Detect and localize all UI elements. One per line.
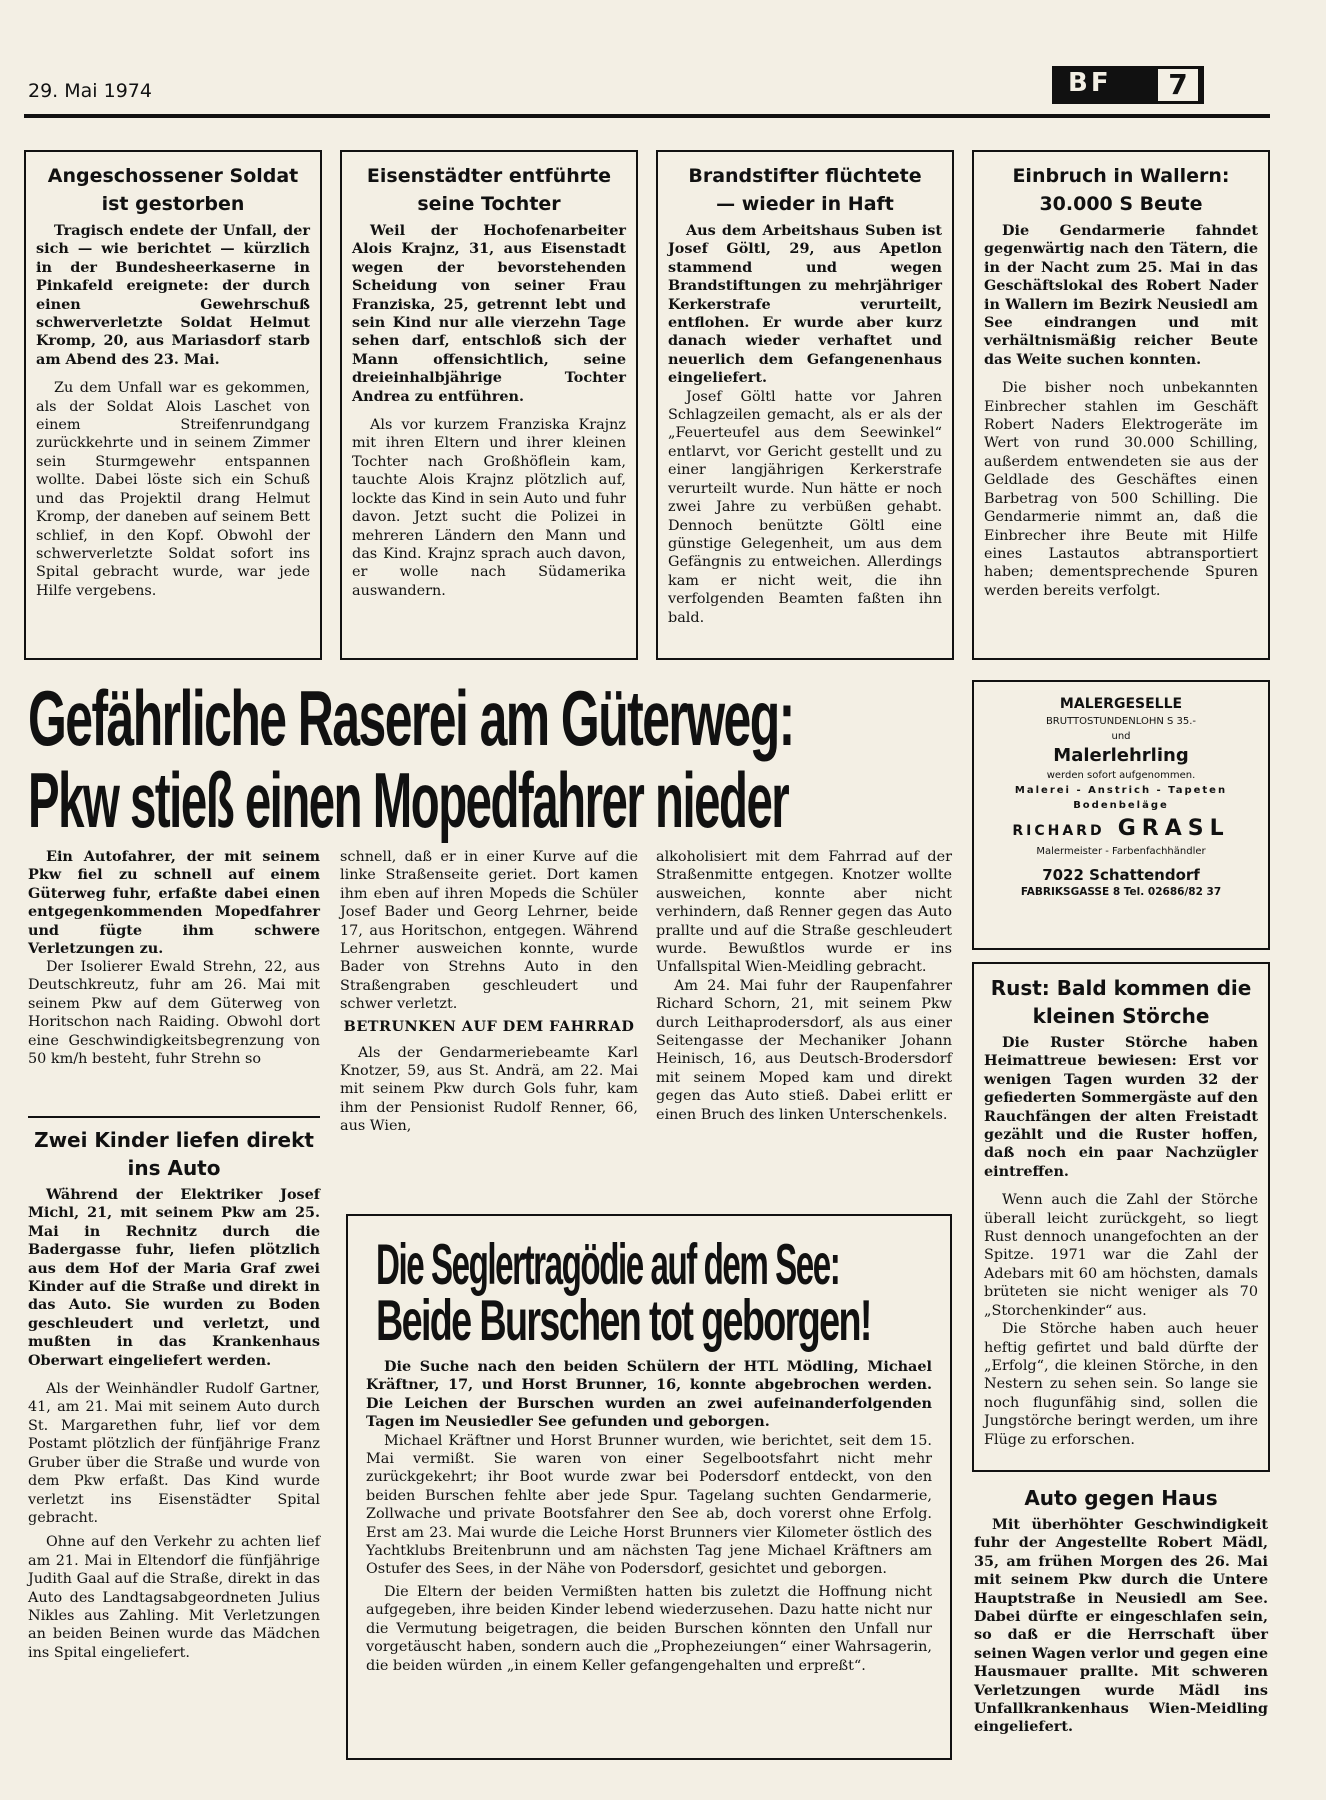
job-advertisement: MALERGESELLE BRUTTOSTUNDENLOHN S 35.- und Malerlehrling werden sofort aufgenommen. Malerei - Anstrich - Tapeten Bodenbeläge RICHARD GRASL Malermeister - Farbenfachhändler 7022 Schattendorf FABRIKSGASSE 8 Tel. 02686/82 37 (972, 680, 1270, 950)
article-tochter-title: Eisenstädter entführte seine Tochter (366, 165, 612, 215)
article-rust-title: Rust: Bald kommen die kleinen Störche (990, 976, 1252, 1028)
article-einbruch-lead: Die Gendarmerie fahndet gegenwärtig nach den Tätern, die in der Nacht zum 25. Mai in das Geschäftslokal des Robert Nader in Wallern im Bezirk Neusiedl am See eindrangen und mit verhältnismäßig reicher Beute das Weite suchen konnten. (984, 222, 1258, 368)
article-brandstifter-lead: Aus dem Arbeitshaus Suben ist Josef Göltl, 29, aus Apetlon stammend und wegen Brandstiftungen zu mehrjähriger Kerkerstrafe verurteilt, entflohen. Er wurde aber kurz danach wieder verhaftet und neuerlich dem Gefangenenhaus eingeliefert. (668, 222, 942, 387)
section-badge-label: BF (1068, 68, 1112, 98)
article-tochter (340, 150, 638, 660)
article-einbruch (972, 150, 1270, 660)
article-soldat-lead: Tragisch endete der Unfall, der sich — wie berichtet — kürzlich in der Bundesheerkaserne in Pinkafeld ereignete: der durch einen Gewehrschuß schwerverletzte Soldat Helmut Kromp, 20, aus Mariasdorf starb am Abend des 23. Mai. (36, 222, 310, 368)
segler-lead: Die Suche nach den beiden Schülern der HTL Mödling, Michael Kräftner, 17, und Horst Brunner, 16, konnte abgebrochen werden. Die Leichen der Burschen wurden an zwei aufeinanderfolgenden Tagen im Neusiedler See gefunden und geborgen. (366, 1358, 932, 1431)
article-einbruch-title: Einbruch in Wallern: 30.000 S Beute (1012, 165, 1230, 215)
article-rust-lead: Die Ruster Störche haben Heimattreue bewiesen: Erst vor wenigen Tagen wurden 32 der gefiederten Sommergäste auf den Rauchfängen der alten Freistadt gezählt und die Ruster hoffen, daß noch ein paar Nachzügler eintreffen. (984, 1034, 1258, 1180)
ad-firm-first: RICHARD (1012, 823, 1105, 839)
article-tochter-lead: Weil der Hochofenarbeiter Alois Krajnz, 31, aus Eisenstadt wegen der bevorstehenden Scheidung von seiner Frau Franziska, 25, getrennt lebt und sein Kind nur alle vierzehn Tage sehen darf, entschloß sich der Mann offensichtlich, seine dreieinhalbjährige Tochter Andrea zu entführen. (352, 222, 626, 405)
header-rule (24, 114, 1270, 118)
article-soldat (24, 150, 322, 660)
section-badge (1052, 66, 1204, 104)
article-einbruch-body: Die bisher noch unbekannten Einbrecher stahlen im Geschäft Robert Naders Elektrogeräte im Wert von rund 30.000 Schilling, außerdem entwendeten sie aus der Geldlade des Geschäftes einen Barbetrag von 500 Schilling. Die Gendarmerie nimmt an, daß die Einbrecher ihre Beute mit Hilfe eines Lastautos abtransportiert haben; dementsprechende Spuren werden bereits verfolgt. (984, 380, 1258, 599)
page-number: 7 (1158, 69, 1198, 101)
article-brandstifter-body: Josef Göltl hatte vor Jahren Schlagzeilen gemacht, als er als der „Feuerteufel aus dem Seewinkel“ entlarvt, vor Gericht gestellt und zu einer langjährigen Kerkerstrafe verurteilt wurde. Nun hätte er noch zwei Jahre zu verbüßen gehabt. Dennoch benützte Göltl eine günstige Gelegenheit, um aus dem Gefängnis zu entweichen. Allerdings kam er nicht weit, die ihn verfolgenden Beamten faßten ihn bald. (668, 388, 942, 626)
page-header (0, 0, 1326, 120)
article-brandstifter-title: Brandstifter flüchtete — wieder in Haft (688, 165, 922, 215)
article-kinder (28, 1126, 320, 1662)
article-tochter-body: Als vor kurzem Franziska Krajnz mit ihren Eltern und ihrer kleinen Tochter nach Großhöflein kam, tauchte Alois Krajnz plötzlich auf, lockte das Kind in sein Auto und fuhr davon. Jetzt sucht die Polizei in mehreren Ländern den Mann und das Kind. Krajnz sprach auch davon, er wolle nach Südamerika auswandern. (352, 417, 626, 599)
article-kinder-lead: Während der Elektriker Josef Michl, 21, mit seinem Pkw am 25. Mai in Rechnitz durch die Badergasse fuhr, liefen plötzlich aus dem Hof der Maria Graf zwei Kinder auf die Straße und direkt in das Auto. Sie wurden zu Boden geschleudert und verletzt, und mußten in das Krankenhaus Oberwart eingeliefert werden. (28, 1186, 320, 1369)
article-auto-haus-lead: Mit überhöhter Geschwindigkeit fuhr der Angestellte Robert Mädl, 35, am frühen Morgen des 26. Mai mit seinem Pkw durch die Untere Hauptstraße in Neusiedl am See. Dabei dürfte er eingeschlafen sein, so daß er die Herrschaft über seinen Wagen verlor und gegen eine Hausmauer prallte. Mit schweren Verletzungen wurde Mädl ins Unfallkrankenhaus Wien-Meidling eingeliefert. (974, 1516, 1268, 1736)
segler-headline-line-2: Beide Burschen tot geborgen! (376, 1287, 871, 1353)
article-auto-haus-title: Auto gegen Haus (1024, 1486, 1218, 1510)
main-story-col1: Der Isolierer Ewald Strehn, 22, aus Deutschkreutz, fuhr am 26. Mai mit seinem Pkw auf dem Güterweg von Horitschon nach Raiding. Obwohl dort eine Geschwindigkeitsbegrenzung von 50 km/h besteht, fuhr Strehn so (28, 959, 320, 1068)
main-headline-line-2: Pkw stieß einen Mopedfahrer nieder (28, 756, 789, 845)
article-kinder-body: Als der Weinhändler Rudolf Gartner, 41, am 21. Mai mit seinem Auto durch St. Margarethen fuhr, lief vor dem Postamt plötzlich der fünfjährige Franz Gruber über die Straße und wurde von dem Pkw erfaßt. Das Kind wurde verletzt ins Eisenstädter Spital gebracht. Ohne auf den Verkehr zu achten lief am 21. Mai in Eltendorf die fünfjährige Judith Gaal auf die Straße, direkt in das Auto des Landtagsabgeordneten Julius Nikles aus Zahling. Mit Verletzungen an beiden Beinen wurde das Mädchen ins Spital eingeliefert. (28, 1381, 320, 1661)
segler-body: Michael Kräftner und Horst Brunner wurden, wie berichtet, seit dem 15. Mai vermißt. Sie waren von einer Segelbootsfahrt nicht mehr zurückgekehrt; ihr Boot wurde zwar bei Podersdorf entdeckt, von den beiden Burschen fehlte aber jede Spur. Tagelang suchten Gendarmerie, Zollwache und private Bootsfahrer den See ab, doch vorerst ohne Erfolg. Erst am 23. Mai wurde die Leiche Horst Brunners vier Kilometer östlich des Yachtklubs Breitenbrunn und am nächsten Tag jene Michael Kräftners am Ostufer des Sees, in der Nähe von Podersdorf, gesichtet und geborgen. Die Eltern der beiden Vermißten hatten bis zuletzt die Hoffnung nicht aufgegeben, ihre beiden Kinder lebend wiederzusehen. Dazu hatte nicht nur die Vermutung beigetragen, die beiden Burschen könnten den Unfall nur vorgetäuscht haben, sondern auch die „Prophezeiungen“ einer Wahrsagerin, die beiden würden „in einem Keller gefangengehalten und erpreßt“. (366, 1432, 932, 1674)
main-story-lead: Ein Autofahrer, der mit seinem Pkw fiel zu schnell auf einem Güterweg fuhr, erfaßte dabei einen entgegenkommenden Mopedfahrer und fügte ihm schwere Verletzungen zu. (28, 848, 320, 958)
article-auto-haus (974, 1484, 1268, 1737)
issue-date: 29. Mai 1974 (28, 80, 152, 102)
section-rule-kinder (28, 1116, 320, 1118)
article-rust (972, 962, 1270, 1472)
article-rust-body: Wenn auch die Zahl der Störche überall leicht zurückgeht, so liegt Rust dennoch unangefochten an der Spitze. 1971 war die Zahl der Adebars mit 60 am höchsten, damals brüteten sie nicht weniger als 70 „Storchenkinder“ aus. Die Störche haben auch heuer heftig gefirtet und bald dürfte der „Erfolg“, die kleinen Störche, in den Nestern zu sehen sein. So lange sie noch flugunfähig sind, sollen die Jungstörche beringt werden, um ihre Flüge zu erforschen. (984, 1192, 1258, 1448)
ad-firm-last: GRASL (1117, 816, 1230, 841)
main-story-subhead: BETRUNKEN AUF DEM FAHRRAD (343, 1017, 635, 1035)
article-segler (346, 1214, 952, 1760)
main-story-col2: schnell, daß er in einer Kurve auf die linke Straßenseite geriet. Dort kamen ihm eben auf ihren Mopeds die Schüler Josef Bader und Georg Lehrner, beide 17, aus Horitschon, entgegen. Während Lehrner ausweichen konnte, wurde Bader von Strehns Auto in den Straßengraben geschleudert und schwer verletzt. BETRUNKEN AUF DEM FAHRRAD Als der Gendarmeriebeamte Karl Knotzer, 59, aus St. Andrä, am 22. Mai mit seinem Pkw durch Gols fuhr, kam ihm der Pensionist Rudolf Renner, 66, aus Wien, (340, 849, 638, 1135)
article-brandstifter (656, 150, 954, 660)
article-kinder-title: Zwei Kinder liefen direkt ins Auto (34, 1128, 314, 1180)
main-headline-line-1: Gefährliche Raserei am Güterweg: (28, 674, 794, 763)
article-soldat-body: Zu dem Unfall war es gekommen, als der Soldat Alois Laschet von einem Streifenrundgang zurückkehrte und in seinem Zimmer sein Sturmgewehr entspannen wollte. Dabei löste sich ein Schuß und das Projektil drang Helmut Kromp, der daneben auf seinem Bett schlief, in den Kopf. Obwohl der schwerverletzte Soldat sofort ins Spital gebracht wurde, war jede Hilfe vergebens. (36, 380, 310, 599)
main-story-col3: alkoholisiert mit dem Fahrrad auf der Straßenmitte entgegen. Knotzer wollte ausweichen, konnte aber nicht verhindern, daß Renner gegen das Auto prallte und auf die Straße geschleudert wurde. Bewußtlos wurde er ins Unfallspital Wien-Meidling gebracht. Am 24. Mai fuhr der Raupenfahrer Richard Schorn, 21, mit seinem Pkw durch Leithaprodersdorf, als aus einer Seitengasse der Mechaniker Johann Heinisch, 16, aus Deutsch-Brodersdorf mit seinem Moped kam und direkt gegen das Auto stieß. Dabei erlitt er einen Bruch des linken Unterschenkels. (656, 849, 952, 1123)
article-soldat-title: Angeschossener Soldat ist gestorben (47, 165, 299, 215)
segler-headline-line-1: Die Seglertragödie auf dem See: (376, 1231, 840, 1297)
